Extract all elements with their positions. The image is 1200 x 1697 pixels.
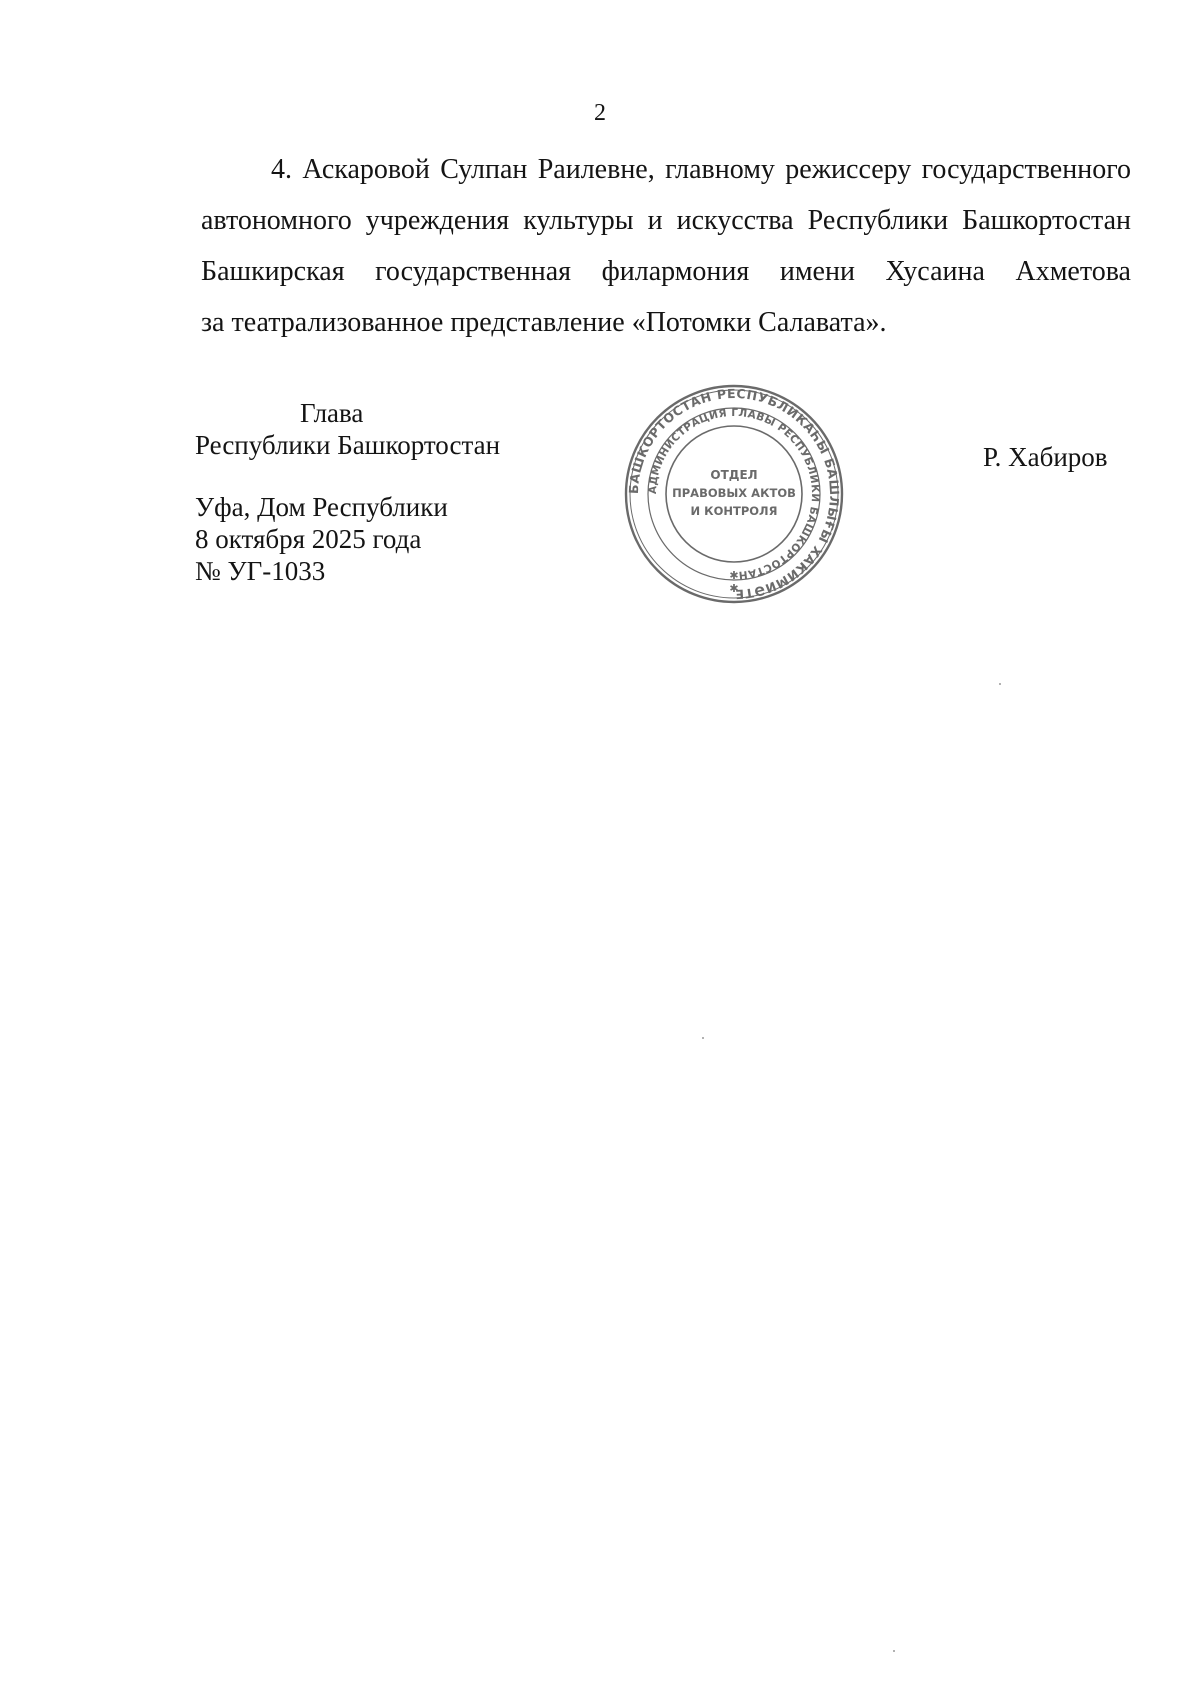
stamp-outer-ring-text: БАШКОРТОСТАН РЕСПУБЛИКАҺЫ БАШЛЫҒЫ ХАКИМИӘТЕ bbox=[625, 385, 843, 603]
scan-speck bbox=[999, 683, 1001, 685]
paragraph-line: Башкирская государственная филармония имени Хусаина Ахметова bbox=[201, 256, 1131, 287]
stamp-center-line-1: ОТДЕЛ bbox=[710, 468, 758, 482]
official-seal-stamp bbox=[623, 383, 845, 605]
svg-text:✱: ✱ bbox=[729, 582, 739, 595]
document-number: № УГ-1033 bbox=[195, 556, 326, 586]
stamp-inner-ring-text: АДМИНИСТРАЦИЯ ГЛАВЫ РЕСПУБЛИКИ БАШКОРТОСТАН bbox=[646, 406, 822, 581]
signing-place: Уфа, Дом Республики bbox=[195, 492, 448, 522]
stamp-center-line-2: ПРАВОВЫХ АКТОВ bbox=[672, 486, 796, 500]
scan-speck bbox=[893, 1650, 895, 1652]
scan-speck bbox=[702, 1037, 704, 1039]
paragraph-line: за театрализованное представление «Потомки Салавата». bbox=[201, 307, 887, 338]
signer-position-region: Республики Башкортостан bbox=[195, 430, 501, 460]
paragraph-line: автономного учреждения культуры и искусства Республики Башкортостан bbox=[201, 205, 1131, 236]
page-number: 2 bbox=[594, 100, 606, 126]
award-paragraph bbox=[201, 144, 1131, 348]
signer-position-title: Глава bbox=[300, 398, 364, 428]
stamp-center-line-3: И КОНТРОЛЯ bbox=[690, 504, 778, 518]
paragraph-line: 4. Аскаровой Сулпан Раилевне, главному режиссеру государственного bbox=[271, 154, 1131, 185]
signing-date: 8 октября 2025 года bbox=[195, 524, 422, 554]
signer-name: Р. Хабиров bbox=[983, 442, 1108, 472]
stamp-star-icon bbox=[729, 569, 738, 595]
svg-text:✱: ✱ bbox=[729, 569, 739, 582]
